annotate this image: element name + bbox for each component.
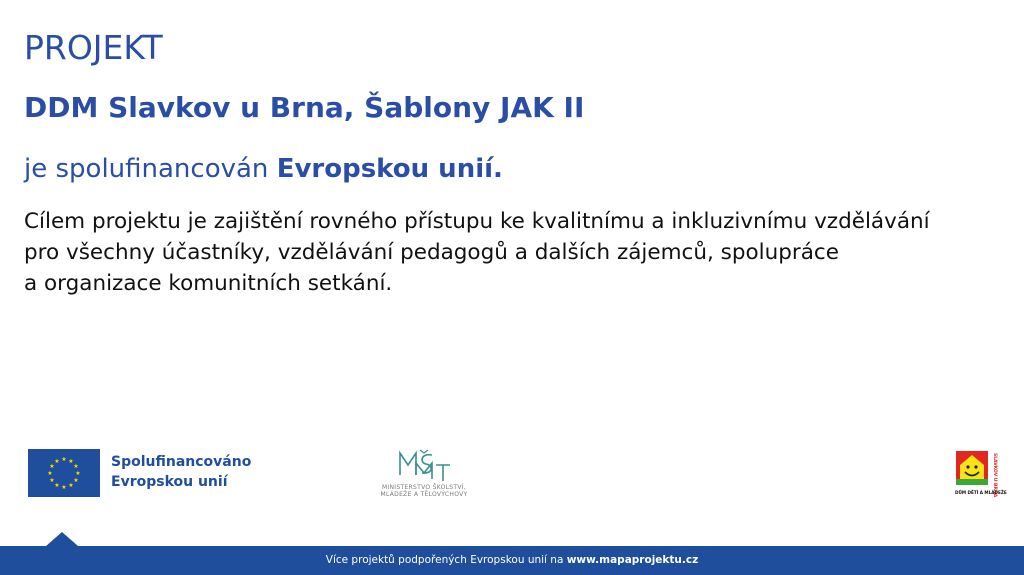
footer-text xyxy=(0,554,1024,566)
cofinancing-eu: Evropskou unií. xyxy=(276,154,503,184)
description-line: Cílem projektu je zajištění rovného přístupu ke kvalitnímu a inkluzivnímu vzdělávání xyxy=(24,209,930,234)
footer-tab-marker xyxy=(46,532,78,546)
cofinancing-prefix: je spolufinancován xyxy=(24,154,277,184)
svg-text:★: ★ xyxy=(68,482,74,489)
svg-text:★: ★ xyxy=(61,456,67,463)
ddm-logo-icon xyxy=(954,449,1007,499)
svg-text:★: ★ xyxy=(47,470,53,477)
svg-text:★: ★ xyxy=(73,463,79,470)
project-description xyxy=(24,206,1004,299)
eu-cofinancing-label xyxy=(111,452,251,492)
svg-text:★: ★ xyxy=(49,463,55,470)
svg-text:★: ★ xyxy=(68,458,74,465)
eu-label-line2: Evropskou unií xyxy=(111,474,228,490)
cofinancing-statement xyxy=(24,154,503,184)
svg-text:★: ★ xyxy=(54,482,60,489)
msmt-caption xyxy=(368,484,480,498)
description-line: a organizace komunitních setkání. xyxy=(24,271,393,296)
svg-text:★: ★ xyxy=(73,477,79,484)
project-name: DDM Slavkov u Brna, Šablony JAK II xyxy=(24,91,585,124)
svg-text:★: ★ xyxy=(75,470,81,477)
svg-text:★: ★ xyxy=(49,477,55,484)
msmt-caption-line2: MLÁDEŽE A TĚLOVÝCHOVY xyxy=(380,491,468,498)
svg-text:★: ★ xyxy=(54,458,60,465)
ddm-side-text: SLAVKOV U BRNA xyxy=(992,453,997,498)
eu-flag-icon xyxy=(28,449,100,497)
svg-text:★: ★ xyxy=(61,484,67,491)
eu-label-line1: Spolufinancováno xyxy=(111,454,252,470)
footer-link[interactable]: www.mapaprojektu.cz xyxy=(566,554,699,566)
msmt-caption-line1: MINISTERSTVO ŠKOLSTVÍ, xyxy=(381,484,467,491)
description-line: pro všechny účastníky, vzdělávání pedagogů a dalších zájemců, spolupráce xyxy=(24,240,839,265)
ddm-bottom-text: DŮM DĚTÍ A MLÁDEŽE xyxy=(955,490,1007,495)
page-title: PROJEKT xyxy=(24,28,163,67)
footer-prefix: Více projektů podpořených Evropskou unií na xyxy=(325,554,567,566)
